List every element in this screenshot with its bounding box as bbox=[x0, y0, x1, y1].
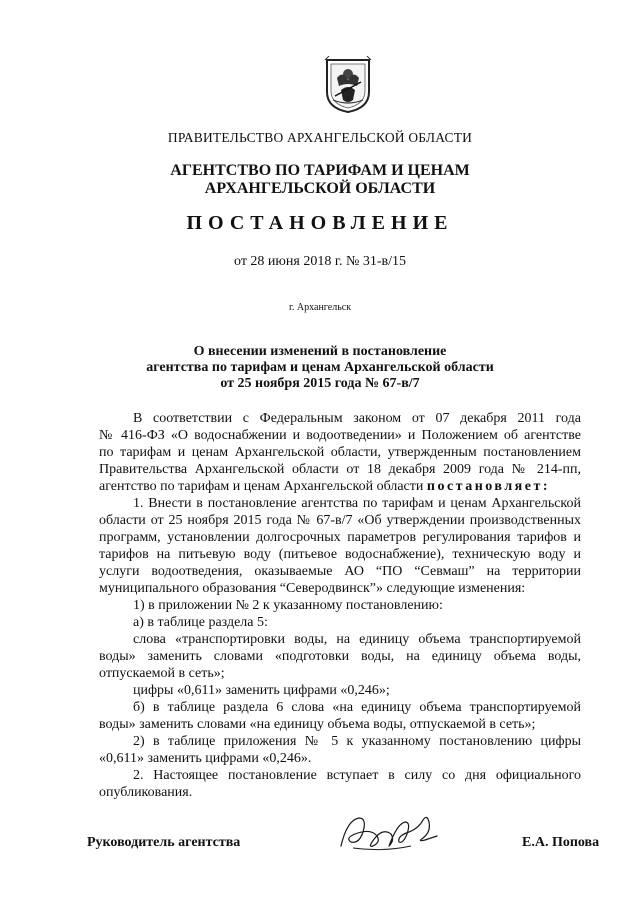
body-line: слова «транспортировки воды, на единицу объема транспортируемой bbox=[133, 632, 581, 647]
document-title-line3: от 25 ноября 2015 года № 67-в/7 bbox=[220, 376, 420, 391]
body-line: б) в таблице раздела 6 слова «на единицу объема транспортируемой bbox=[133, 700, 581, 715]
document-date-number: от 28 июня 2018 г. № 31-в/15 bbox=[234, 254, 406, 269]
body-line: 2. Настоящее постановление вступает в силу со дня официального bbox=[133, 768, 581, 783]
agency-name-line2: АРХАНГЕЛЬСКОЙ ОБЛАСТИ bbox=[204, 180, 436, 197]
body-line: услуги водоотведения, оказываемые АО “ПО “Севмаш” на территории bbox=[99, 564, 581, 579]
body-line bbox=[99, 479, 581, 495]
body-line: тарифов на питьевую воду (питьевое водоснабжение), техническую воду и bbox=[99, 547, 581, 562]
body-line: отпускаемой в сеть»; bbox=[99, 666, 225, 681]
agency-name-line1: АГЕНТСТВО ПО ТАРИФАМ И ЦЕНАМ bbox=[170, 162, 470, 179]
signer-position: Руководитель агентства bbox=[87, 835, 241, 850]
document-title-line1: О внесении изменений в постановление bbox=[193, 344, 447, 359]
document-title-line2: агентства по тарифам и ценам Архангельской области bbox=[146, 360, 494, 375]
body-line: 1. Внести в постановление агентства по тарифам и ценам Архангельской bbox=[133, 496, 581, 511]
body-line: воды» заменить словами «на единицу объема воды, отпускаемой в сеть»; bbox=[99, 717, 536, 732]
body-line: цифры «0,611» заменить цифрами «0,246»; bbox=[133, 683, 390, 698]
body-line: программ, установлении долгосрочных параметров регулирования тарифов и bbox=[99, 530, 581, 545]
resolves-word: постановляет: bbox=[426, 479, 550, 494]
government-name: ПРАВИТЕЛЬСТВО АРХАНГЕЛЬСКОЙ ОБЛАСТИ bbox=[167, 130, 473, 145]
handwritten-signature bbox=[333, 808, 443, 858]
body-line: 2) в таблице приложения № 5 к указанному постановлению цифры bbox=[133, 734, 581, 749]
coat-of-arms-emblem bbox=[323, 56, 373, 114]
document-type: ПОСТАНОВЛЕНИЕ bbox=[186, 212, 454, 234]
body-line: «0,611» заменить цифрами «0,246». bbox=[99, 751, 312, 766]
body-line: В соответствии с Федеральным законом от 07 декабря 2011 года bbox=[133, 411, 581, 426]
body-line: 1) в приложении № 2 к указанному постановлению: bbox=[133, 598, 443, 613]
body-line: области от 25 ноября 2015 года № 67-в/7 «Об утверждении производственных bbox=[99, 513, 581, 528]
body-line: по тарифам и ценам Архангельской области, утвержденным постановлением bbox=[99, 445, 581, 460]
body-line: воды» заменить словами «подготовки воды, на единицу объема воды, bbox=[99, 649, 581, 664]
body-line: Правительства Архангельской области от 18 декабря 2009 года № 214-пп, bbox=[99, 462, 581, 477]
city-name: г. Архангельск bbox=[288, 302, 352, 313]
body-text: агентство по тарифам и ценам Архангельской области bbox=[99, 479, 427, 494]
body-line: а) в таблице раздела 5: bbox=[133, 615, 268, 630]
signer-name: Е.А. Попова bbox=[522, 835, 600, 850]
body-line: муниципального образования “Северодвинск”» следующие изменения: bbox=[99, 581, 526, 596]
body-line: № 416-ФЗ «О водоснабжении и водоотведении» и Положением об агентстве bbox=[99, 428, 581, 443]
body-line: опубликования. bbox=[99, 785, 193, 800]
